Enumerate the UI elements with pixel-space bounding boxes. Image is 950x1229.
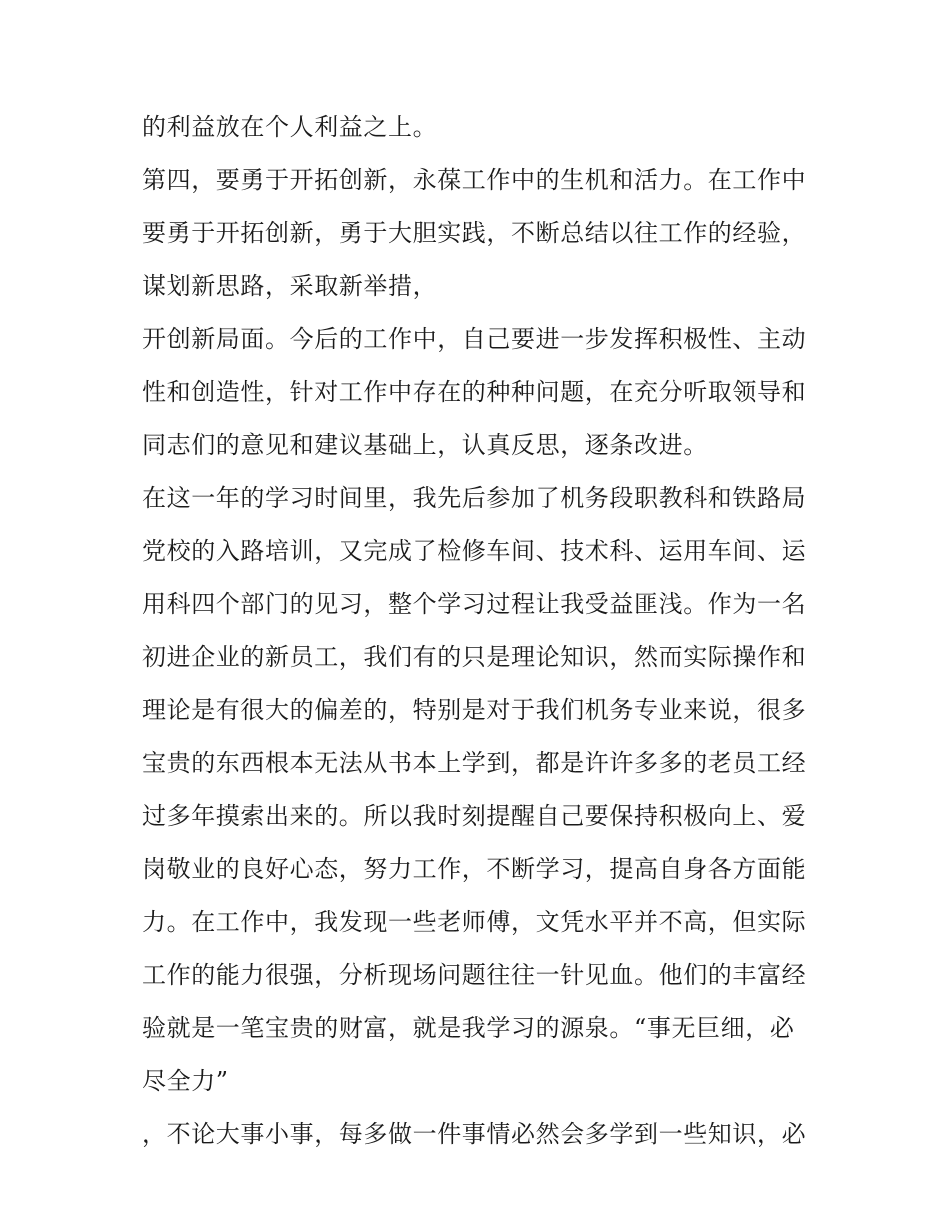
text-line: 宝贵的东西根本无法从书本上学到，都是许许多多的老员工经 [142, 749, 807, 777]
text-line: 的利益放在个人利益之上。 [142, 113, 438, 141]
text-line: 谋划新思路，采取新举措， [142, 272, 438, 300]
text-line: 党校的入路培训，又完成了检修车间、技术科、运用车间、运 [142, 537, 807, 565]
text-line: 开创新局面。今后的工作中，自己要进一步发挥积极性、主动 [142, 325, 807, 353]
text-line: 用科四个部门的见习，整个学习过程让我受益匪浅。作为一名 [142, 590, 807, 618]
text-line: 过多年摸索出来的。所以我时刻提醒自己要保持积极向上、爱 [142, 802, 807, 830]
text-line: 性和创造性，针对工作中存在的种种问题，在充分听取领导和 [142, 378, 807, 406]
text-line: 理论是有很大的偏差的，特别是对于我们机务专业来说，很多 [142, 696, 807, 724]
text-line: 工作的能力很强，分析现场问题往往一针见血。他们的丰富经 [142, 961, 807, 989]
text-line: 尽全力” [142, 1067, 229, 1095]
text-line: 要勇于开拓创新，勇于大胆实践，不断总结以往工作的经验， [142, 219, 807, 247]
text-line: 验就是一笔宝贵的财富，就是我学习的源泉。“事无巨细，必 [142, 1014, 795, 1042]
text-line: 力。在工作中，我发现一些老师傅，文凭水平并不高，但实际 [142, 908, 807, 936]
text-line: ，不论大事小事，每多做一件事情必然会多学到一些知识，必 [142, 1120, 807, 1148]
text-line: 在这一年的学习时间里，我先后参加了机务段职教科和铁路局 [142, 484, 807, 512]
text-line: 初进企业的新员工，我们有的只是理论知识，然而实际操作和 [142, 643, 807, 671]
text-line: 第四，要勇于开拓创新，永葆工作中的生机和活力。在工作中 [142, 166, 807, 194]
text-line: 岗敬业的良好心态，努力工作，不断学习，提高自身各方面能 [142, 855, 807, 883]
text-line: 同志们的意见和建议基础上，认真反思，逐条改进。 [142, 431, 708, 459]
